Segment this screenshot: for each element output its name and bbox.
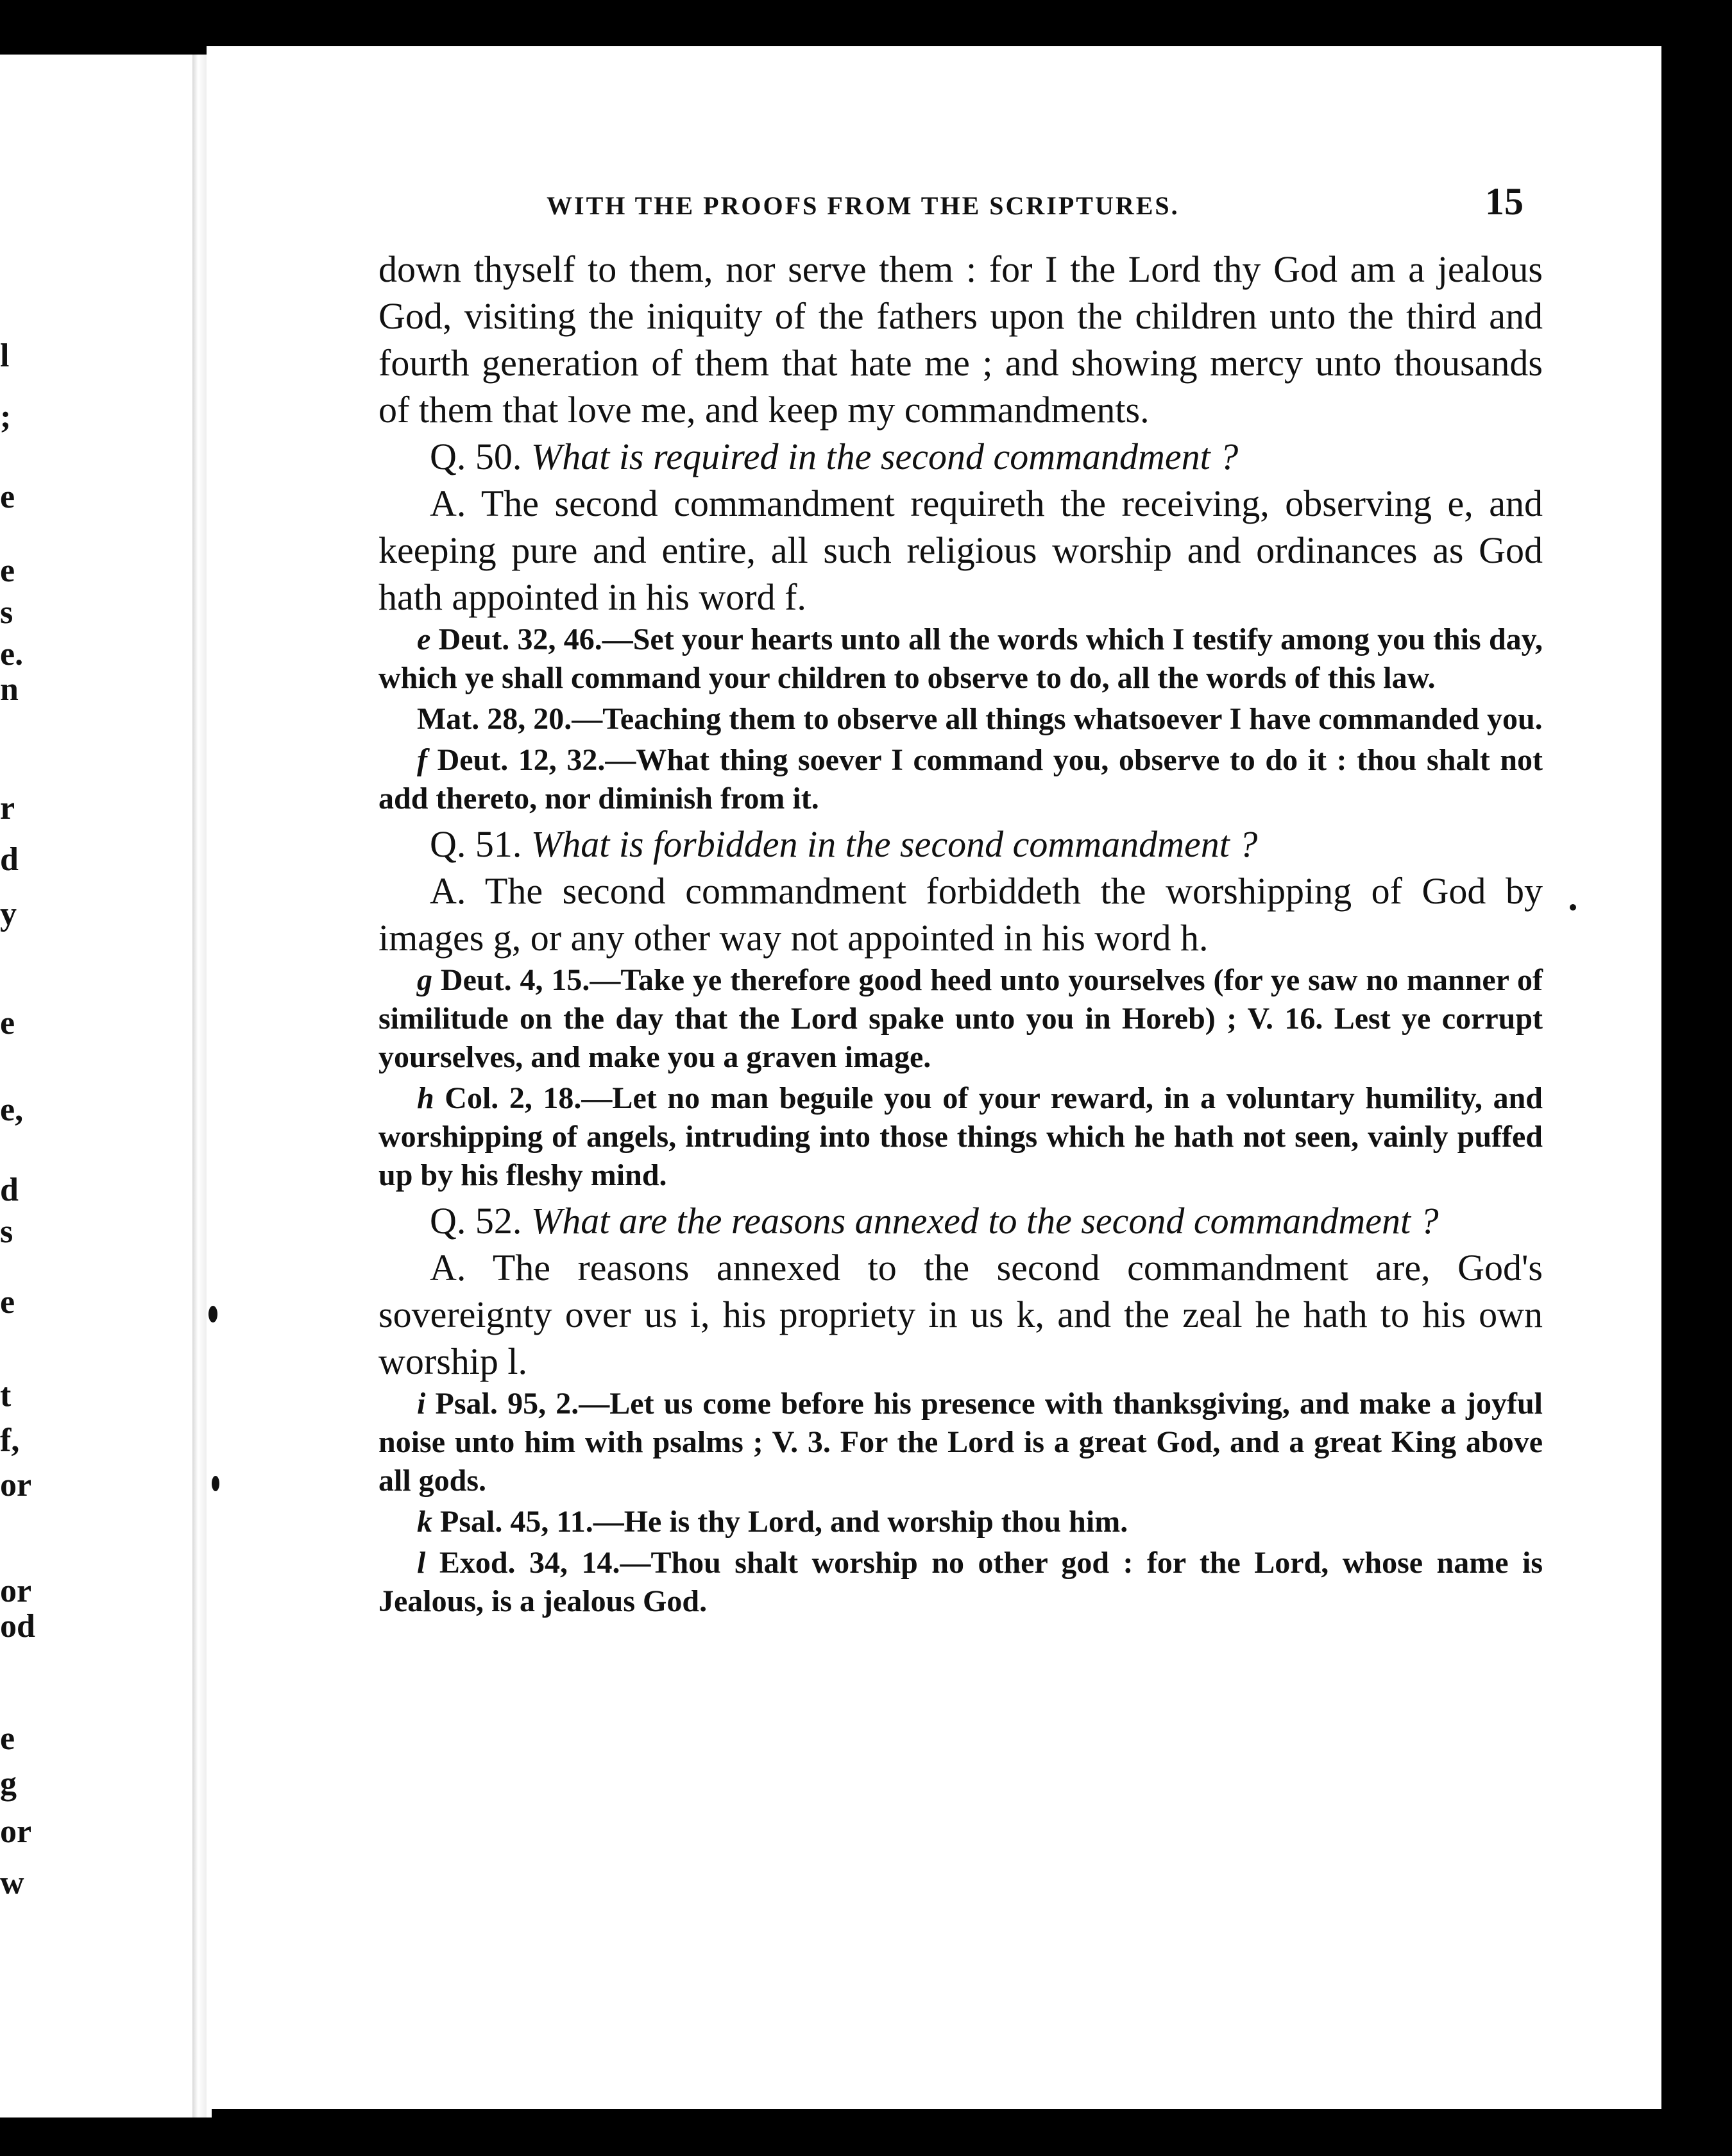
fragment: e, xyxy=(0,1091,24,1128)
running-head xyxy=(378,180,1543,224)
fragment: l xyxy=(0,338,10,374)
proof-text: Col. 2, 18.—Let no man beguile you of your reward, in a voluntary humility, and worshipping of angels, intruding into those things which he hath not seen, vainly puffed up by his fleshy mind. xyxy=(378,1081,1543,1192)
page-number: 15 xyxy=(1485,180,1524,223)
proof-f xyxy=(378,741,1543,818)
fragment: t xyxy=(0,1377,12,1414)
answer-52: A. The reasons annexed to the second commandment are, God's sovereignty over us i, his propriety in us k, and the zeal he hath to his own worship l. xyxy=(378,1247,1543,1382)
fragment: e xyxy=(0,1720,15,1757)
fragment: or xyxy=(0,1573,32,1609)
proof-h xyxy=(378,1079,1543,1195)
fragment: or xyxy=(0,1813,32,1850)
fragment: ; xyxy=(0,398,12,435)
fragment: f, xyxy=(0,1422,20,1459)
proof-text: Psal. 45, 11.—He is thy Lord, and worship thou him. xyxy=(440,1505,1128,1539)
question-label: Q. 51. xyxy=(430,823,522,865)
fragment: e. xyxy=(0,636,24,672)
proof-text: Deut. 32, 46.—Set your hearts unto all the words which I testify among you this day, which ye shall command your children to observe to do, all the words of this law. xyxy=(378,622,1543,695)
proof-letter: e xyxy=(417,622,431,656)
running-head-title: WITH THE PROOFS FROM THE SCRIPTURES. xyxy=(547,191,1180,220)
question-50 xyxy=(378,433,1543,480)
proof-g xyxy=(378,961,1543,1077)
answer-51: A. The second commandment forbiddeth the worshipping of God by images g, or any other way not appointed in his word h. xyxy=(378,870,1543,959)
proof-text: Mat. 28, 20.—Teaching them to observe all things whatsoever I have commanded you. xyxy=(417,702,1543,736)
question-52 xyxy=(378,1197,1543,1244)
fragment: od xyxy=(0,1608,35,1645)
fragment: n xyxy=(0,671,19,708)
proof-i xyxy=(378,1385,1543,1500)
question-label: Q. 52. xyxy=(430,1200,522,1242)
proof-l xyxy=(378,1544,1543,1621)
page-content xyxy=(378,180,1543,1623)
fragment: r xyxy=(0,790,15,826)
proof-letter: l xyxy=(417,1546,426,1580)
question-text: What is required in the second commandment ? xyxy=(531,436,1239,477)
book-gutter xyxy=(192,55,207,2118)
fragment: s xyxy=(0,594,13,631)
question-text: What are the reasons annexed to the second commandment ? xyxy=(531,1200,1439,1242)
fragment: y xyxy=(0,896,17,932)
proof-letter: i xyxy=(417,1387,426,1421)
proof-text: Deut. 12, 32.—What thing soever I command you, observe to do it : thou shalt not add thereto, nor diminish from it. xyxy=(378,743,1543,816)
proof-k xyxy=(378,1503,1543,1541)
fragment: e xyxy=(0,479,15,515)
question-text: What is forbidden in the second commandment ? xyxy=(531,823,1258,865)
ink-speck xyxy=(1570,904,1576,911)
proof-mat xyxy=(378,700,1543,739)
question-label: Q. 50. xyxy=(430,436,522,477)
fragment: d xyxy=(0,1172,19,1208)
question-51 xyxy=(378,821,1543,868)
proof-letter: k xyxy=(417,1505,432,1539)
proof-e xyxy=(378,620,1543,697)
fragment: g xyxy=(0,1765,17,1802)
proof-text: Exod. 34, 14.—Thou shalt worship no other god : for the Lord, whose name is Jealous, is a jealous God. xyxy=(378,1546,1543,1618)
proof-text: Psal. 95, 2.—Let us come before his presence with thanksgiving, and make a joyful noise unto him with psalms ; V. 3. For the Lord is a great God, and a great King above all gods. xyxy=(378,1387,1543,1498)
proof-letter: g xyxy=(417,963,432,997)
commandment-text: down thyself to them, nor serve them : for I the Lord thy God am a jealous God, visiting the iniquity of the fathers upon the children unto the third and fourth generation of them that hate me ; and showing mercy unto thousands of them that love me, and keep my commandments. xyxy=(378,248,1543,431)
fragment: d xyxy=(0,841,19,878)
fragment: e xyxy=(0,1284,15,1321)
previous-page-edge xyxy=(0,55,212,2118)
answer-50: A. The second commandment requireth the receiving, observing e, and keeping pure and entire, all such religious worship and ordinances as God hath appointed in his word f. xyxy=(378,483,1543,618)
proof-letter: h xyxy=(417,1081,434,1115)
previous-page-text-fragments xyxy=(0,55,35,2118)
fragment: s xyxy=(0,1213,13,1250)
ink-speck xyxy=(212,1476,219,1491)
fragment: e xyxy=(0,552,15,589)
ink-speck xyxy=(208,1306,217,1322)
fragment: or xyxy=(0,1467,32,1503)
fragment: w xyxy=(0,1865,24,1901)
proof-letter: f xyxy=(417,743,427,777)
fragment: e xyxy=(0,1005,15,1041)
proof-text: Deut. 4, 15.—Take ye therefore good heed unto yourselves (for ye saw no manner of similitude on the day that the Lord spake unto you in Horeb) ; V. 16. Lest ye corrupt yourselves, and make you a graven image. xyxy=(378,963,1543,1074)
